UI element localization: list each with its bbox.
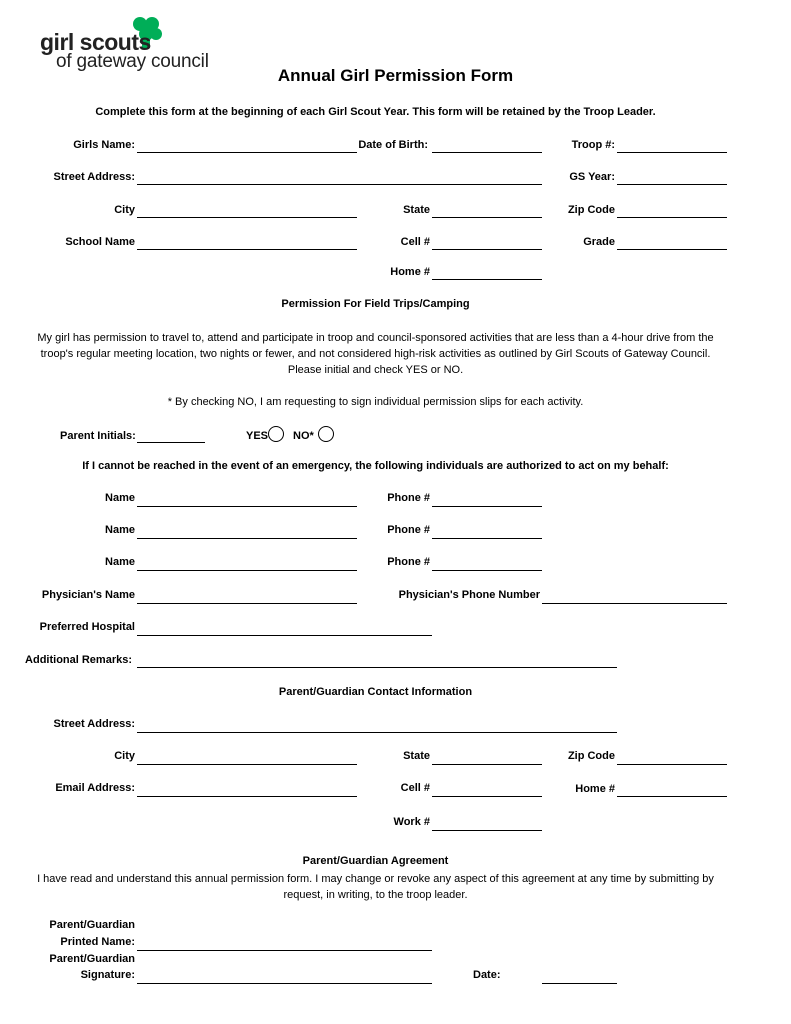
contact-3-phone-label: Phone # xyxy=(387,556,430,568)
guardian-home-field[interactable] xyxy=(617,796,727,797)
gs-year-label: GS Year: xyxy=(569,171,615,183)
agreement-heading: Parent/Guardian Agreement xyxy=(302,855,449,867)
school-field[interactable] xyxy=(137,249,357,250)
signature-label-1: Parent/Guardian xyxy=(49,953,135,965)
girls-name-label: Girls Name: xyxy=(73,139,135,151)
physician-label: Physician's Name xyxy=(41,589,135,601)
emergency-heading: If I cannot be reached in the event of an emergency, the following individuals are authorized to act on my behalf: xyxy=(82,460,669,472)
date-label: Date: xyxy=(473,969,501,981)
remarks-label: Additional Remarks: xyxy=(25,654,132,666)
guardian-street-label: Street Address: xyxy=(53,718,135,730)
yes-label: YES xyxy=(246,430,269,442)
street-label: Street Address: xyxy=(53,171,135,183)
home-label: Home # xyxy=(390,266,430,278)
guardian-zip-label: Zip Code xyxy=(567,750,615,762)
printed-name-label-1: Parent/Guardian xyxy=(49,919,135,931)
logo-line-1: girl scouts xyxy=(40,29,151,55)
contact-2-phone-label: Phone # xyxy=(387,524,430,536)
guardian-work-field[interactable] xyxy=(432,830,542,831)
troop-label: Troop #: xyxy=(571,139,615,151)
date-field[interactable] xyxy=(542,983,617,984)
grade-field[interactable] xyxy=(617,249,727,250)
contact-1-phone-field[interactable] xyxy=(432,506,542,507)
home-field[interactable] xyxy=(432,279,542,280)
contact-3-phone-field[interactable] xyxy=(432,570,542,571)
contact-1-name-label: Name xyxy=(105,492,135,504)
guardian-email-field[interactable] xyxy=(137,796,357,797)
guardian-city-field[interactable] xyxy=(137,764,357,765)
contact-1-name-field[interactable] xyxy=(137,506,357,507)
contact-1-phone-label: Phone # xyxy=(387,492,430,504)
contact-3-name-field[interactable] xyxy=(137,570,357,571)
agreement-text: I have read and understand this annual permission form. I may change or revoke any aspect of this agreement at any time by submitting by request, in writing, to the troop leader. xyxy=(37,873,714,901)
initials-field[interactable] xyxy=(137,442,205,443)
guardian-cell-field[interactable] xyxy=(432,796,542,797)
dob-label: Date of Birth: xyxy=(358,139,428,151)
guardian-city-label: City xyxy=(114,750,135,762)
zip-field[interactable] xyxy=(617,217,727,218)
cell-label: Cell # xyxy=(400,236,430,248)
cell-field[interactable] xyxy=(432,249,542,250)
signature-field[interactable] xyxy=(137,983,432,984)
troop-field[interactable] xyxy=(617,152,727,153)
guardian-state-field[interactable] xyxy=(432,764,542,765)
guardian-heading: Parent/Guardian Contact Information xyxy=(278,686,473,698)
physician-phone-field[interactable] xyxy=(542,603,727,604)
permission-paragraph: My girl has permission to travel to, attend and participate in troop and council-sponsored activities that are less than a 4-hour drive from the troop's regular meeting location, two nights or fewer, and not considered high-risk activities as outlined by Girl Scouts of Gateway Council. Please initial and check YES or NO. xyxy=(37,332,714,376)
form-title: Annual Girl Permission Form xyxy=(277,66,514,85)
contact-2-name-label: Name xyxy=(105,524,135,536)
initials-label: Parent Initials: xyxy=(60,430,136,442)
yes-radio[interactable] xyxy=(268,426,284,442)
city-field[interactable] xyxy=(137,217,357,218)
gs-year-field[interactable] xyxy=(617,184,727,185)
city-label: City xyxy=(114,204,135,216)
guardian-email-label: Email Address: xyxy=(55,782,135,794)
physician-field[interactable] xyxy=(137,603,357,604)
guardian-home-label: Home # xyxy=(575,783,615,795)
dob-field[interactable] xyxy=(432,152,542,153)
street-field[interactable] xyxy=(137,184,542,185)
state-label: State xyxy=(403,204,430,216)
no-radio[interactable] xyxy=(318,426,334,442)
school-label: School Name xyxy=(65,236,135,248)
permission-heading: Permission For Field Trips/Camping xyxy=(281,298,470,310)
printed-name-label-2: Printed Name: xyxy=(60,936,135,948)
contact-2-name-field[interactable] xyxy=(137,538,357,539)
contact-3-name-label: Name xyxy=(105,556,135,568)
guardian-zip-field[interactable] xyxy=(617,764,727,765)
logo-line-2: of gateway council xyxy=(56,51,209,72)
guardian-work-label: Work # xyxy=(393,816,430,828)
permission-note: * By checking NO, I am requesting to sign individual permission slips for each activity. xyxy=(167,396,584,408)
guardian-state-label: State xyxy=(403,750,430,762)
grade-label: Grade xyxy=(583,236,615,248)
signature-label-2: Signature: xyxy=(80,969,135,981)
physician-phone-label: Physician's Phone Number xyxy=(398,589,540,601)
guardian-street-field[interactable] xyxy=(137,732,617,733)
girls-name-field[interactable] xyxy=(137,152,357,153)
remarks-field[interactable] xyxy=(137,667,617,668)
state-field[interactable] xyxy=(432,217,542,218)
hospital-field[interactable] xyxy=(137,635,432,636)
no-label: NO* xyxy=(293,430,314,442)
intro-text: Complete this form at the beginning of each Girl Scout Year. This form will be retained by the Troop Leader. xyxy=(95,106,656,118)
zip-label: Zip Code xyxy=(567,204,615,216)
contact-2-phone-field[interactable] xyxy=(432,538,542,539)
printed-name-field[interactable] xyxy=(137,950,432,951)
guardian-cell-label: Cell # xyxy=(400,782,430,794)
hospital-label: Preferred Hospital xyxy=(39,621,135,633)
